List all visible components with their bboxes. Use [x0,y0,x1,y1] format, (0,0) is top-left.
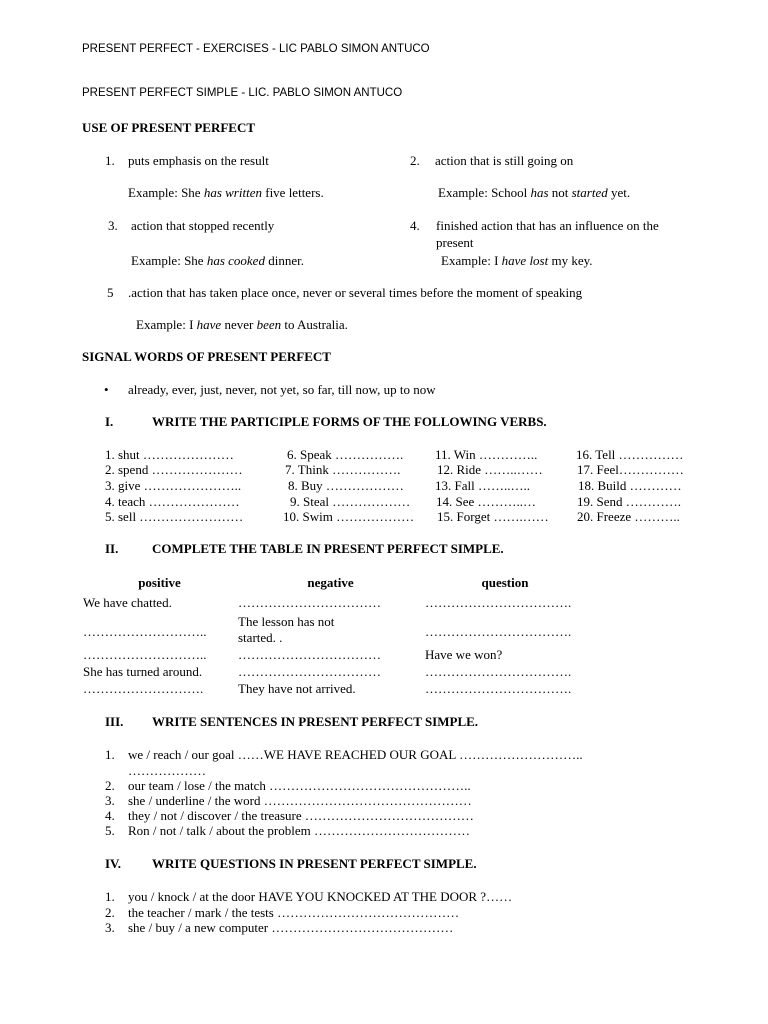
verb-14: 14. See ………..… [436,494,537,509]
sentence-text: our team / lose / the match ……………………………………….. [128,778,471,793]
table-cell: …………………………… [238,595,381,610]
question-text: the teacher / mark / the tests …………………………………… [128,905,460,920]
use-item-5-num: 5 [107,285,114,300]
sentence-num: 2. [105,778,115,793]
section-1-title: WRITE THE PARTICIPLE FORMS OF THE FOLLOWING VERBS. [152,414,547,429]
table-header-question: question [481,575,529,590]
use-item-2-text: action that is still going on [435,153,574,168]
verb-6: 6. Speak ……………. [287,447,404,462]
verb-13: 13. Fall ……..….. [435,478,530,493]
verb-10: 10. Swim ……………… [283,509,415,524]
sentence-num: 4. [105,808,115,823]
use-item-1-text: puts emphasis on the result [128,153,269,168]
table-cell: ……………………………. [425,681,572,696]
verb-17: 17. Feel…………… [577,462,684,477]
verb-5: 5. sell …………………… [105,509,244,524]
section-4-title: WRITE QUESTIONS IN PRESENT PERFECT SIMPLE. [152,856,477,871]
use-item-2-example: Example: School has not started yet. [438,185,631,200]
table-cell: ……………………………. [425,664,572,679]
question-num: 1. [105,889,115,904]
table-header-positive: positive [138,575,181,590]
section-3-num: III. [105,714,124,729]
use-heading: USE OF PRESENT PERFECT [82,120,256,135]
signal-heading: SIGNAL WORDS OF PRESENT PERFECT [82,349,331,364]
use-item-4-num: 4. [410,218,420,233]
header-line-2: PRESENT PERFECT SIMPLE - LIC. PABLO SIMON ANTUCO [82,87,403,99]
table-cell: …………………………… [238,647,381,662]
table-cell: She has turned around. [83,664,203,679]
question-text: she / buy / a new computer …………………………………… [128,920,454,935]
table-cell: They have not arrived. [238,681,356,696]
verb-11: 11. Win ………….. [435,447,538,462]
verb-20: 20. Freeze ……….. [577,509,680,524]
table-cell: started. . [238,630,283,645]
use-item-3-num: 3. [108,218,118,233]
verb-12: 12. Ride ……..…… [437,462,543,477]
verb-1: 1. shut ………………… [105,447,234,462]
use-item-5-text: .action that has taken place once, never or several times before the moment of speaking [128,285,583,300]
table-cell: ……………………………. [425,624,572,639]
sentence-text: ……………… [128,763,206,778]
sentence-text: we / reach / our goal ……WE HAVE REACHED OUR GOAL ……………………….. [128,747,583,762]
sentence-num: 1. [105,747,115,762]
use-item-1-example: Example: She has written five letters. [128,185,324,200]
section-1-num: I. [105,414,114,429]
verb-9: 9. Steal ……………… [290,494,411,509]
verb-4: 4. teach ………………… [105,494,240,509]
table-header-negative: negative [307,575,354,590]
table-cell: ……………………….. [83,647,207,662]
use-item-4-example: Example: I have lost my key. [441,253,593,268]
use-item-3-text: action that stopped recently [131,218,275,233]
question-num: 2. [105,905,115,920]
use-item-3-example: Example: She has cooked dinner. [131,253,304,268]
table-cell: The lesson has not [238,614,335,629]
sentence-text: Ron / not / talk / about the problem ……………………………… [128,823,470,838]
sentence-text: they / not / discover / the treasure ………………………………… [128,808,474,823]
use-item-4-text: finished action that has an influence on the [436,218,659,233]
question-num: 3. [105,920,115,935]
question-text: you / knock / at the door HAVE YOU KNOCKED AT THE DOOR ?…… [128,889,513,904]
table-cell: We have chatted. [83,595,172,610]
table-cell: ……………………………. [425,595,572,610]
sentence-num: 5. [105,823,115,838]
use-item-2-num: 2. [410,153,420,168]
table-cell: …………………………… [238,664,381,679]
verb-15: 15. Forget …….…… [437,509,549,524]
verb-19: 19. Send …………. [577,494,681,509]
section-4-num: IV. [105,856,122,871]
verb-3: 3. give ………………….. [105,478,242,493]
sentence-num: 3. [105,793,115,808]
section-3-title: WRITE SENTENCES IN PRESENT PERFECT SIMPLE. [152,714,479,729]
verb-7: 7. Think ……………. [285,462,401,477]
signal-words: already, ever, just, never, not yet, so far, till now, up to now [128,382,436,397]
verb-16: 16. Tell …………… [576,447,684,462]
verb-2: 2. spend ………………… [105,462,243,477]
section-2-title: COMPLETE THE TABLE IN PRESENT PERFECT SIMPLE. [152,541,504,556]
header-line-1: PRESENT PERFECT - EXERCISES - LIC PABLO SIMON ANTUCO [82,43,430,55]
use-item-5-example: Example: I have never been to Australia. [136,317,348,332]
verb-18: 18. Build ………… [578,478,682,493]
section-2-num: II. [105,541,119,556]
verb-8: 8. Buy ……………… [288,478,404,493]
table-cell: ………………………. [83,681,204,696]
sentence-text: she / underline / the word ………………………………………… [128,793,472,808]
table-cell: Have we won? [425,647,503,662]
use-item-4-text-cont: present [436,235,474,250]
bullet-icon: • [104,382,109,397]
table-cell: ……………………….. [83,624,207,639]
use-item-1-num: 1. [105,153,115,168]
